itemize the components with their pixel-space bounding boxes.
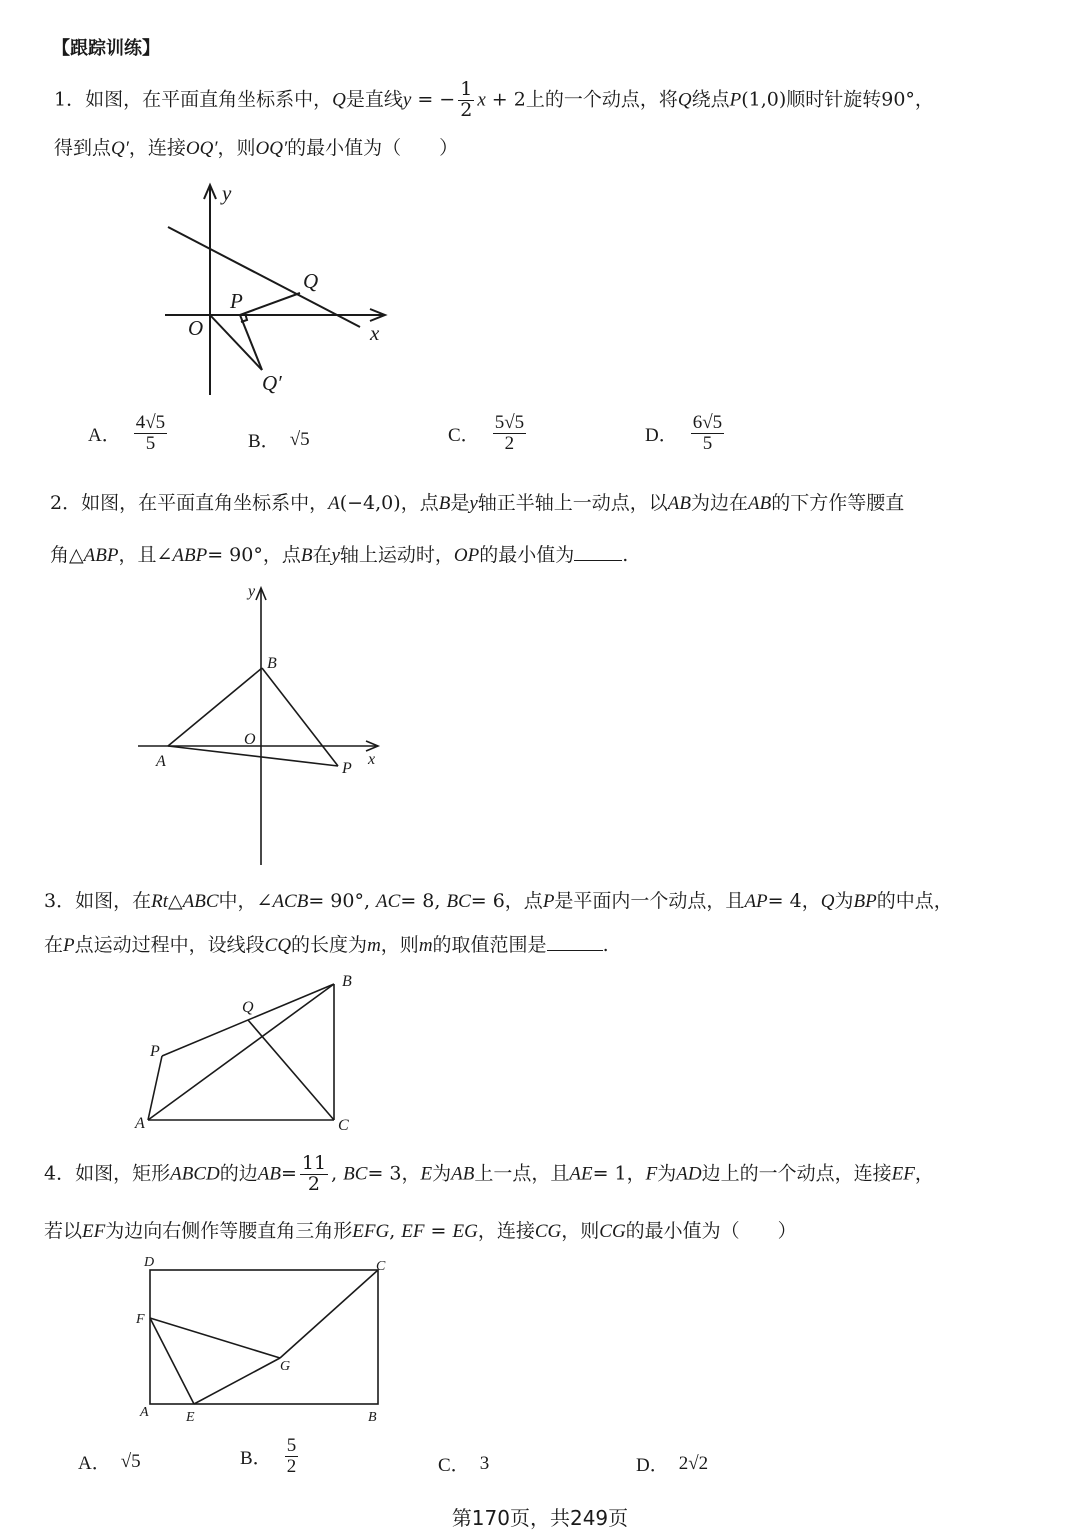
fig2-label-o: O: [244, 731, 256, 748]
fig3-label-a: A: [135, 1115, 145, 1132]
answer-blank-2[interactable]: [574, 546, 622, 561]
fig3-label-b: B: [342, 973, 352, 990]
fig3-label-q: Q: [242, 999, 254, 1016]
fig4-label-a: A: [140, 1405, 149, 1420]
fig2-label-x: x: [368, 751, 376, 768]
problem-1-line-1: 1．如图，在平面直角坐标系中，Q是直线y = − $\frac{1}{2}$ x + 2上的一个动点，将Q绕点P(1,0)顺时针旋转90°，: [54, 78, 934, 121]
fig3-label-c: C: [338, 1117, 349, 1134]
fig1-label-q: Q: [303, 269, 319, 293]
p1-option-b[interactable]: B． √5: [248, 428, 310, 452]
fig1-label-o: O: [188, 316, 204, 340]
fig4-label-f: F: [136, 1312, 145, 1327]
problem-3-line-2: 在P点运动过程中，设线段CQ的长度为m，则m的取值范围是 .: [44, 934, 609, 956]
problem-1-figure: [150, 175, 410, 415]
problem-2-line-2: 角△ABP，且∠ABP= 90°，点B在y轴上运动时，OP的最小值为 .: [50, 544, 629, 566]
fig4-label-b: B: [368, 1410, 377, 1425]
fig2-label-p: P: [342, 760, 352, 777]
fraction-eleven-halves: $\frac{11}{2}$: [301, 1152, 327, 1195]
problem-4-figure: [132, 1254, 392, 1434]
fig4-label-e: E: [186, 1410, 195, 1425]
problem-3-figure: [128, 968, 368, 1138]
problem-3-line-1: 3．如图，在Rt△ABC中，∠ACB= 90°, AC= 8, BC= 6，点P是平面内一个动点，且AP= 4，Q为BP的中点，: [44, 890, 953, 912]
fig1-label-x: x: [370, 321, 380, 345]
problem-1-line-2: 得到点Q′，连接OQ′，则OQ′的最小值为（ ）: [54, 137, 459, 159]
fig4-label-g: G: [280, 1359, 291, 1374]
fig4-label-d: D: [144, 1255, 155, 1270]
p4-option-c[interactable]: C． 3: [438, 1452, 490, 1476]
section-heading: 【跟踪训练】: [52, 38, 160, 59]
p4-option-d[interactable]: D． 2√2: [636, 1452, 709, 1476]
p4-option-b[interactable]: B． $\frac{5}{2}$: [240, 1435, 297, 1477]
answer-blank-3[interactable]: [547, 936, 603, 951]
fig2-label-a: A: [156, 753, 166, 770]
fig3-label-p: P: [150, 1043, 160, 1060]
fig1-label-q-prime: Q′: [262, 371, 282, 395]
fig2-label-y: y: [248, 583, 256, 600]
problem-4-line-1: 4．如图，矩形ABCD的边AB= $\frac{11}{2}$ , BC= 3，E为AB上一点，且AE= 1，F为AD边上的一个动点，连接EF，: [44, 1152, 934, 1195]
p1-option-d[interactable]: D． $\frac{6√5}{5}$: [645, 412, 723, 454]
fig2-label-b: B: [267, 655, 277, 672]
problem-4-line-2: 若以EF为边向右侧作等腰直角三角形EFG, EF = EG，连接CG，则CG的最小值为（ ）: [44, 1220, 797, 1242]
fraction-one-half: $\frac{1}{2}$: [460, 78, 473, 121]
problem-2-figure: [130, 580, 400, 870]
p1-option-c[interactable]: C． $\frac{5√5}{2}$: [448, 412, 525, 454]
problem-2-line-1: 2．如图，在平面直角坐标系中，A(−4,0)，点B是y轴正半轴上一动点，以AB为边在AB的下方作等腰直: [50, 492, 905, 514]
fig4-label-c: C: [376, 1259, 386, 1274]
fig1-label-p: P: [230, 289, 243, 313]
p1-option-a[interactable]: A． $\frac{4√5}{5}$: [88, 412, 166, 454]
fig1-label-y: y: [222, 181, 232, 205]
p4-option-a[interactable]: A． √5: [78, 1450, 141, 1474]
page-footer: 第170页，共249页: [451, 1506, 629, 1530]
